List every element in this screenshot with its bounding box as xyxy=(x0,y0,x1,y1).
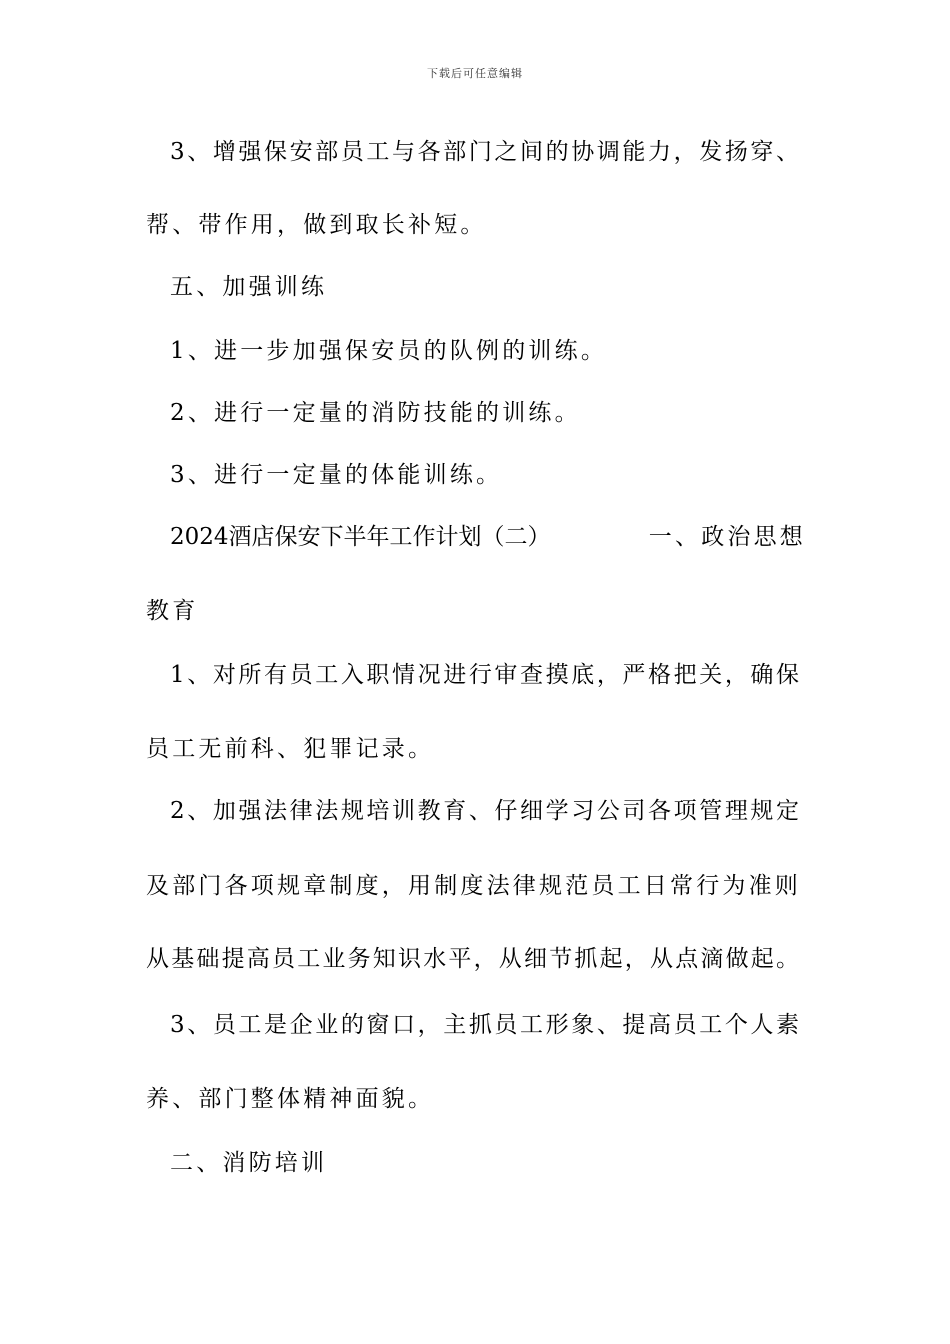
paragraph-line: 2、加强法律法规培训教育、仔细学习公司各项管理规定 xyxy=(170,798,802,824)
paragraph-line: 1、对所有员工入职情况进行审查摸底，严格把关，确保 xyxy=(170,662,802,688)
paragraph-line: 3、进行一定量的体能训练。 xyxy=(170,462,503,488)
page-header: 下载后可任意编辑 xyxy=(427,67,523,80)
document-title: 2024酒店保安下半年工作计划（二） xyxy=(170,524,551,550)
paragraph-line: 及部门各项规章制度，用制度法律规范员工日常行为准则 xyxy=(146,873,801,899)
paragraph-line: 2、进行一定量的消防技能的训练。 xyxy=(170,400,581,426)
paragraph-line: 3、增强保安部员工与各部门之间的协调能力，发扬穿、 xyxy=(170,139,802,165)
section-heading: 五、加强训练 xyxy=(170,274,328,300)
document-title-line xyxy=(170,522,806,552)
paragraph-line: 养、部门整体精神面貌。 xyxy=(146,1086,435,1112)
paragraph-line: 帮、带作用，做到取长补短。 xyxy=(146,212,487,238)
paragraph-line: 从基础提高员工业务知识水平，从细节抓起，从点滴做起。 xyxy=(146,946,802,972)
paragraph-line: 员工无前科、犯罪记录。 xyxy=(146,736,435,762)
section-heading: 一、政治思想 xyxy=(648,524,806,550)
section-heading: 二、消防培训 xyxy=(170,1150,328,1176)
paragraph-line: 1、进一步加强保安员的队例的训练。 xyxy=(170,338,608,364)
paragraph-line: 教育 xyxy=(146,598,199,624)
paragraph-line: 3、员工是企业的窗口，主抓员工形象、提高员工个人素 xyxy=(170,1012,802,1038)
